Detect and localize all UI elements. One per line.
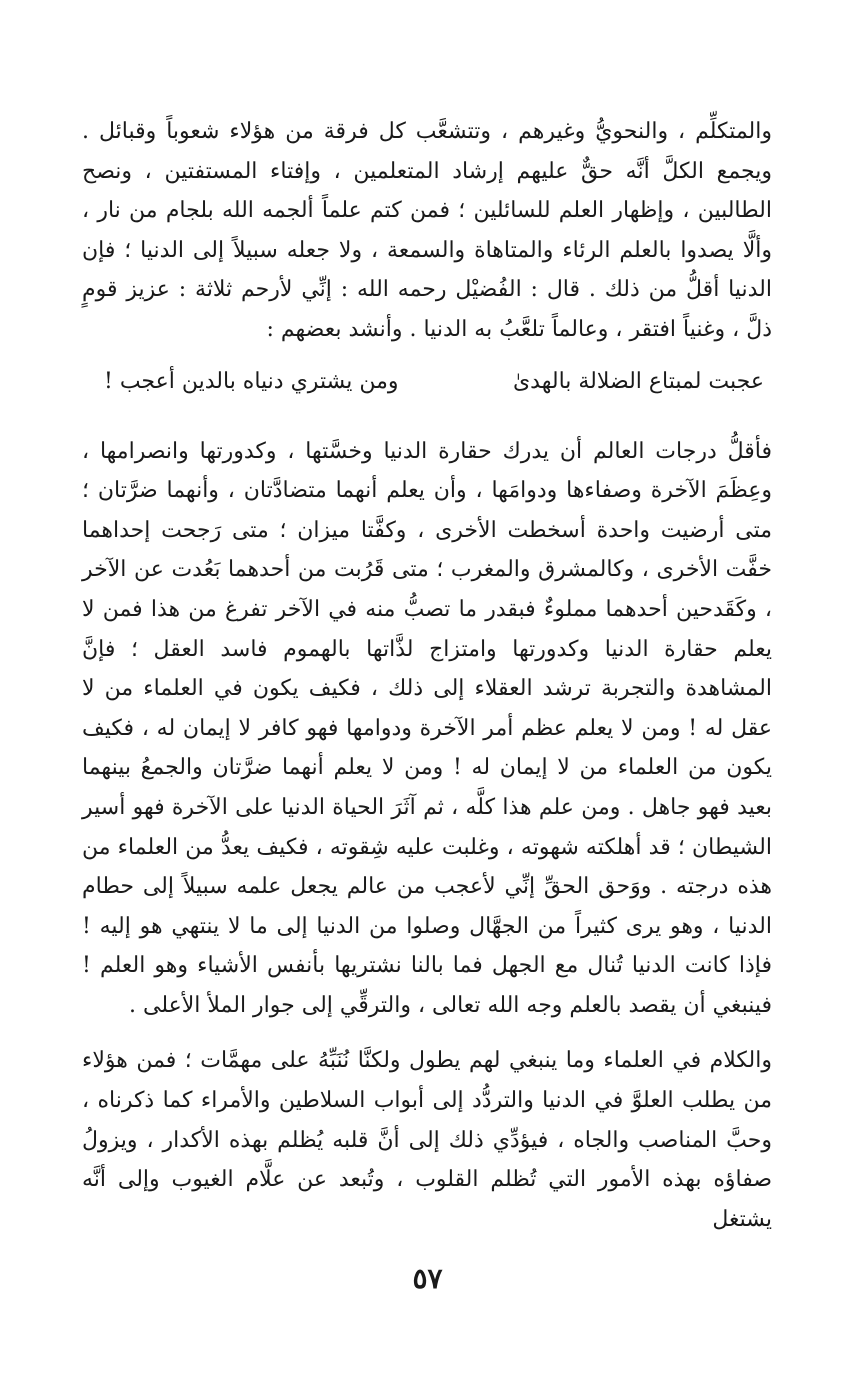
paragraph-1: والمتكلِّم ، والنحويُّ وغيرهم ، وتتشعَّب كل فرقة من هؤلاء شعوباً وقبائل . ويجمع الكلَّ أنَّه حقٌّ عليهم إرشاد المتعلمين ، وإفتاء المستفتين ، ونصح الطالبين ، وإظهار العلم للسائلين ؛ فمن كتم علماً ألجمه الله بلجام من نار ، وألَّا يصدوا بالعلم الرئاء والمتاهاة والسمعة ، ولا جعله سبيلاً إلى الدنيا ؛ فإن الدنيا أقلُّ من ذلك . قال : الفُضيْل رحمه الله : إنِّي لأرحم ثلاثة : عزيز قومٍ ذلَّ ، وغنياً افتقر ، وعالماً تلعَّبُ به الدنيا . وأنشد بعضهم : [82, 119, 772, 342]
poem-verse [104, 362, 764, 402]
paragraph-3: والكلام في العلماء وما ينبغي لهم يطول ولكنَّا نُنَبِّهُ على مهمَّات ؛ فمن هؤلاء من يطلب العلوَّ في الدنيا والتردُّد إلى أبواب السلاطين والأمراء كما ذكرناه ، وحبَّ المناصب والجاه ، فيؤدِّي ذلك إلى أنَّ قلبه يُظلم بهذه الأكدار ، ويزولُ صفاؤه بهذه الأمور التي تُظلم القلوب ، وتُبعد عن علَّام الغيوب وإلى أنَّه يشتغل [82, 1048, 772, 1232]
page-body [82, 112, 772, 1239]
verse-second-hemistich: ومن يشتري دنياه بالدين أعجب ! [104, 368, 399, 394]
page-number: ٥٧ [412, 1262, 443, 1295]
verse-first-hemistich: عجبت لمبتاع الضلالة بالهدىٰ [512, 368, 764, 394]
paragraph-2: فأقلُّ درجات العالم أن يدرك حقارة الدنيا وخسَّتها ، وكدورتها وانصرامها ، وعِظَمَ الآخرة وصفاءها ودوامَها ، وأن يعلم أنهما متضادَّتان ، وأنهما ضرَّتان ؛ متى أرضيت واحدة أسخطت الأخرى ، وكفَّتا ميزان ؛ متى رَجحت إحداهما خفَّت الأخرى ، وكالمشرق والمغرب ؛ متى قَرُبت من أحدهما بَعُدت عن الآخر ، وكَقَدحين أحدهما مملوءٌ فبقدر ما تصبُّ منه في الآخر تفرغ من هذا فمن لا يعلم حقارة الدنيا وكدورتها وامتزاج لذَّاتها بالهموم فاسد العقل ؛ فإنَّ المشاهدة والتجربة ترشد العقلاء إلى ذلك ، فكيف يكون في العلماء من لا عقل له ! ومن لا يعلم عظم أمر الآخرة ودوامها فهو كافر لا إيمان له ، فكيف يكون من العلماء من لا إيمان له ! ومن لا يعلم أنهما ضرَّتان والجمعُ بينهما بعيد فهو جاهل . ومن علم هذا كلَّه ، ثم آثَرَ الحياة الدنيا على الآخرة فهو أسير الشيطان ؛ قد أهلكته شهوته ، وغلبت عليه شِقوته ، فكيف يعدُّ من العلماء من هذه درجته . ووَحق الحقِّ إنِّي لأعجب من عالم يجعل علمه سبيلاً إلى حطام الدنيا ، وهو يرى كثيراً من الجهَّال وصلوا من الدنيا إلى ما لا ينتهي هو إليه ! فإذا كانت الدنيا تُنال مع الجهل فما بالنا نشتريها بأنفس الأشياء وهو العلم ! فينبغي أن يقصد بالعلم وجه الله تعالى ، والترقِّي إلى جوار الملأ الأعلى . [82, 438, 772, 1018]
